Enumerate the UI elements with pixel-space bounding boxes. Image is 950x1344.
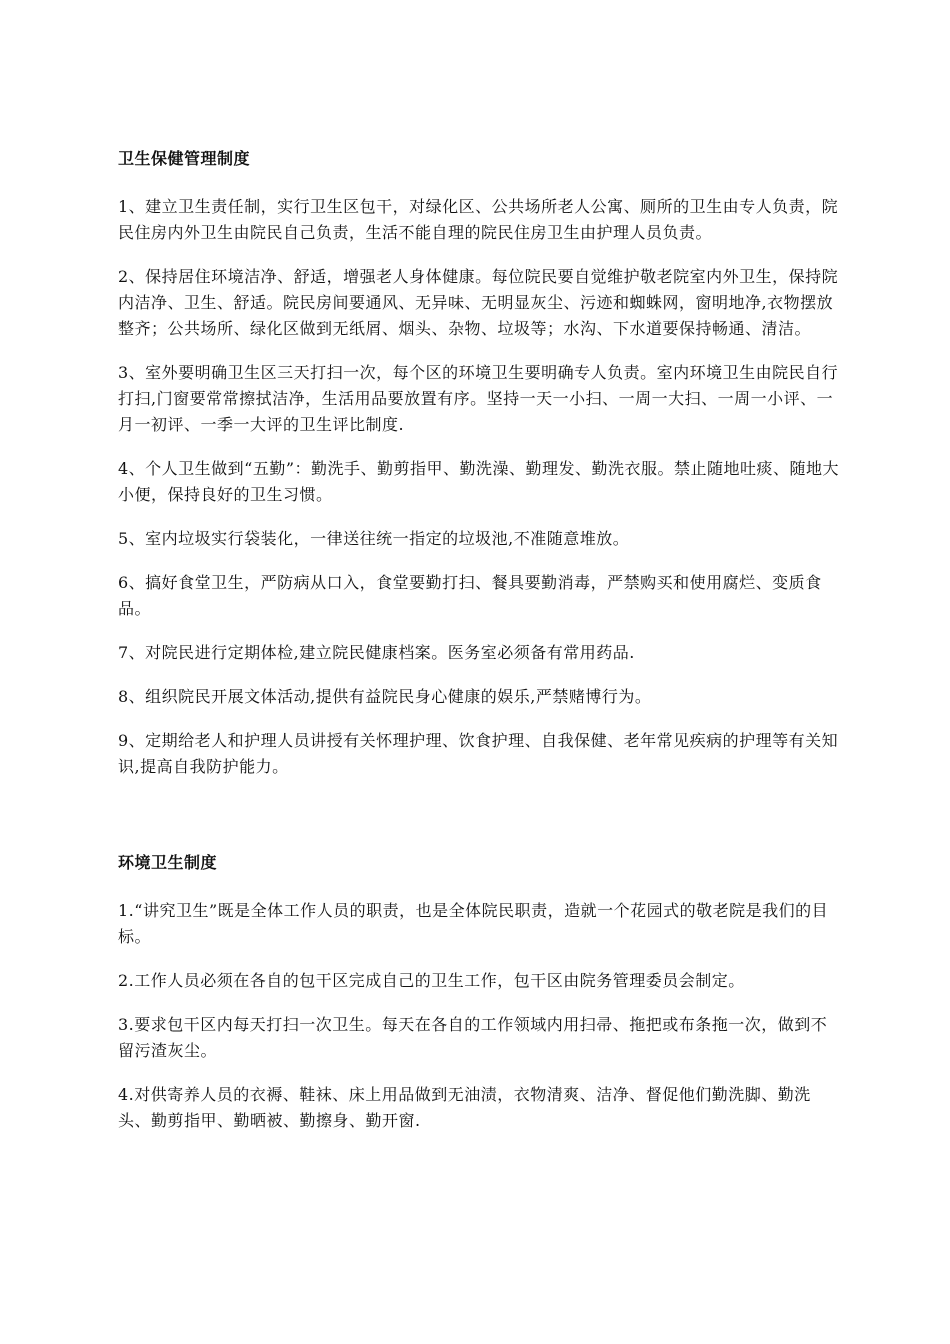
document-page	[118, 146, 840, 1152]
env-paragraph-item-2: 2.工作人员必须在各自的包干区完成自己的卫生工作，包干区由院务管理委员会制定。	[118, 971, 745, 990]
env-paragraph-item-1: 1.“讲究卫生”既是全体工作人员的职责，也是全体院民职责，造就一个花园式的敬老院是我们的目标。	[118, 901, 829, 946]
section-title-hygiene-health: 卫生保健管理制度	[118, 149, 251, 168]
paragraph-item-4: 4、个人卫生做到“五勤”：勤洗手、勤剪指甲、勤洗澡、勤理发、勤洗衣服。禁止随地吐痰、随地大小便，保持良好的卫生习惯。	[118, 459, 840, 504]
paragraph-item-6: 6、搞好食堂卫生，严防病从口入，食堂要勤打扫、餐具要勤消毒，严禁购买和使用腐烂、变质食品。	[118, 573, 822, 618]
paragraph-item-7: 7、对院民进行定期体检,建立院民健康档案。医务室必须备有常用药品.	[118, 643, 635, 662]
section-spacer	[118, 798, 840, 850]
paragraph-item-9: 9、定期给老人和护理人员讲授有关怀理护理、饮食护理、自我保健、老年常见疾病的护理等有关知识,提高自我防护能力。	[118, 731, 839, 776]
env-paragraph-item-4: 4.对供寄养人员的衣褥、鞋袜、床上用品做到无油渍，衣物清爽、洁净、督促他们勤洗脚、勤洗头、勤剪指甲、勤晒被、勤擦身、勤开窗.	[118, 1085, 811, 1130]
env-paragraph-item-3: 3.要求包干区内每天打扫一次卫生。每天在各自的工作领域内用扫帚、拖把或布条拖一次，做到不留污渣灰尘。	[118, 1015, 828, 1060]
paragraph-item-1: 1、建立卫生责任制，实行卫生区包干，对绿化区、公共场所老人公寓、厕所的卫生由专人负责，院民住房内外卫生由院民自己负责，生活不能自理的院民住房卫生由护理人员负责。	[118, 197, 839, 242]
paragraph-item-8: 8、组织院民开展文体活动,提供有益院民身心健康的娱乐,严禁赌博行为。	[118, 687, 652, 706]
paragraph-item-2: 2、保持居住环境洁净、舒适，增强老人身体健康。每位院民要自觉维护敬老院室内外卫生，保持院内洁净、卫生、舒适。院民房间要通风、无异味、无明显灰尘、污迹和蜘蛛网，窗明地净,衣物摆放整齐；公共场所、绿化区做到无纸屑、烟头、杂物、垃圾等；水沟、下水道要保持畅通、清洁。	[118, 267, 839, 338]
section-title-environment: 环境卫生制度	[118, 853, 218, 872]
paragraph-item-3: 3、室外要明确卫生区三天打扫一次，每个区的环境卫生要明确专人负责。室内环境卫生由院民自行打扫,门窗要常常擦拭洁净，生活用品要放置有序。坚持一天一小扫、一周一大扫、一周一小评、一月一初评、一季一大评的卫生评比制度.	[118, 363, 839, 434]
paragraph-item-5: 5、室内垃圾实行袋装化，一律送往统一指定的垃圾池,不准随意堆放。	[118, 529, 630, 548]
